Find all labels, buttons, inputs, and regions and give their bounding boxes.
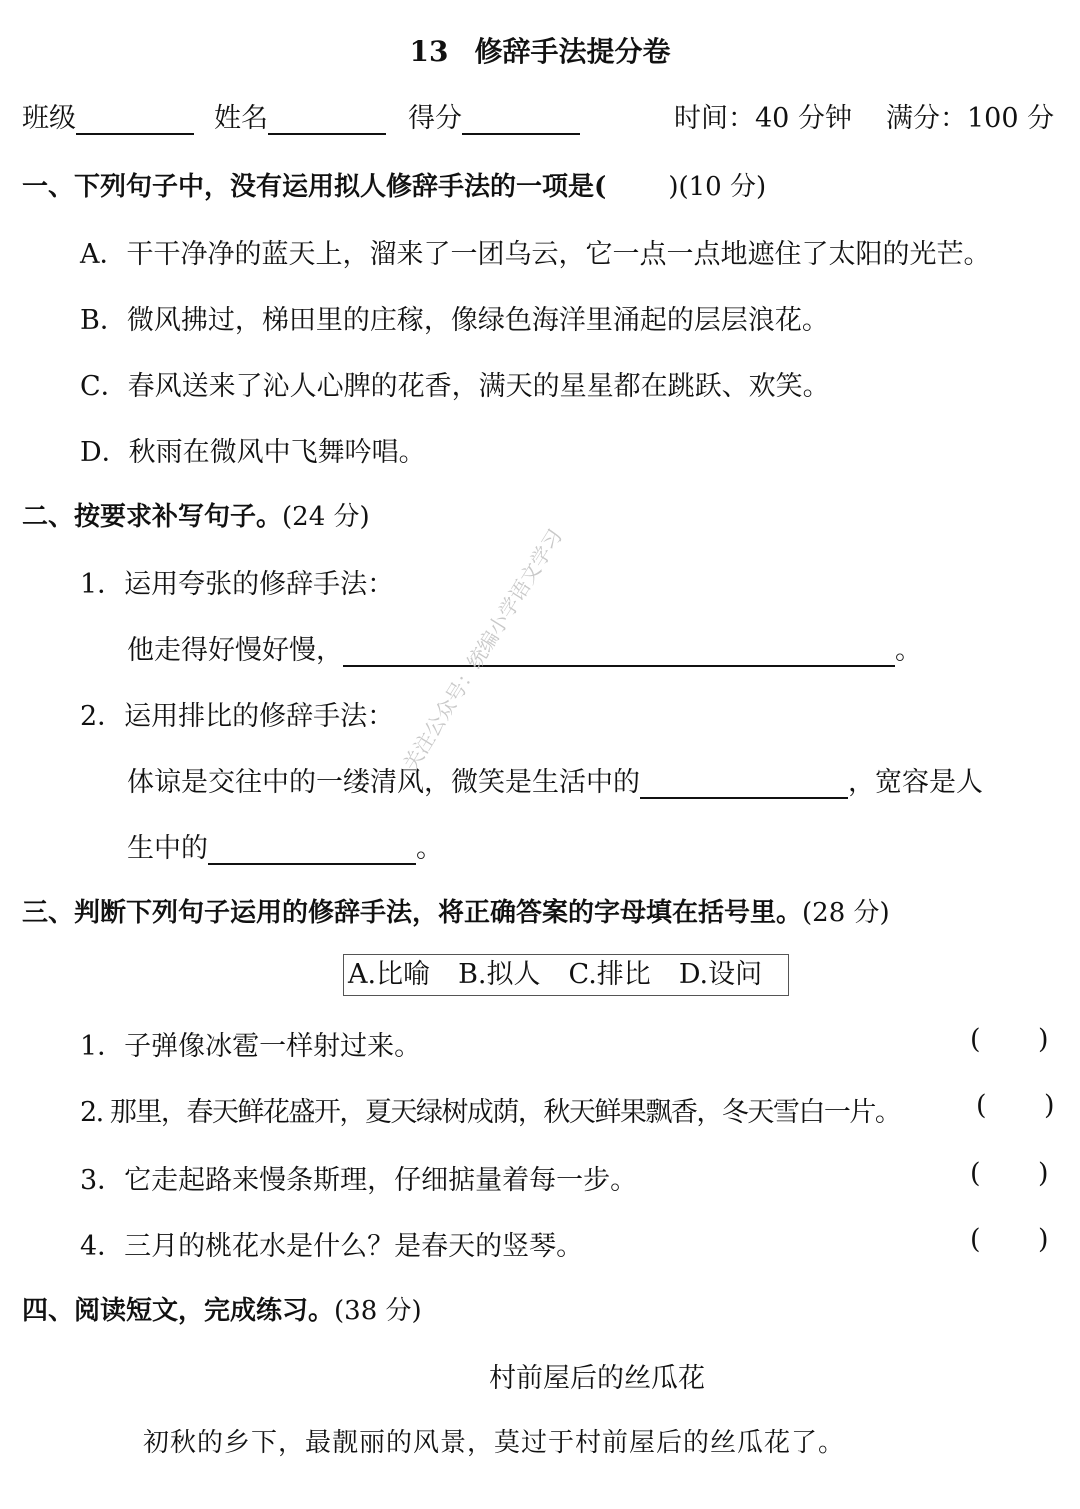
watermark: 关注公众号：统编小学语文学习 <box>398 524 568 775</box>
passage-title: 村前屋后的丝瓜花 <box>489 1363 705 1394</box>
section2-q2-text-a: 体谅是交往中的一缕清风，微笑是生活中的 <box>127 767 640 798</box>
paren-open: ( <box>970 1158 981 1189</box>
class-label: 班级 <box>22 103 76 134</box>
section3-item-2: 2. 那里，春天鲜花盛开，夏天绿树成荫，秋天鲜果飘香，冬天雪白一片。 <box>80 1097 901 1128</box>
section2-q1-end: 。 <box>895 635 922 666</box>
paren-open: ( <box>970 1024 981 1055</box>
section2-q1-blank[interactable] <box>343 635 895 667</box>
section3-answer-4[interactable] <box>970 1224 1049 1255</box>
section1-heading <box>22 166 766 203</box>
passage-first-line: 初秋的乡下，最靓丽的风景，莫过于村前屋后的丝瓜花了。 <box>143 1428 846 1458</box>
name-blank[interactable] <box>268 103 386 135</box>
section2-q2-line2 <box>127 826 443 865</box>
section2-q2-blank2[interactable] <box>208 833 416 865</box>
section2-heading <box>22 496 370 533</box>
section3-heading-text: 三、判断下列句子运用的修辞手法，将正确答案的字母填在括号里。 <box>22 898 803 928</box>
paren-close: ) <box>1038 1024 1049 1055</box>
section2-q2-text-b: ，宽容是人 <box>848 767 983 798</box>
score-field <box>408 96 580 135</box>
full-score: 满分：100 分 <box>886 103 1055 134</box>
section2-heading-text: 二、按要求补写句子。 <box>22 502 283 532</box>
name-label: 姓名 <box>214 103 268 134</box>
section2-points: (24 分) <box>282 502 370 532</box>
section2-q2-line1 <box>127 760 983 799</box>
score-blank[interactable] <box>462 103 580 135</box>
section2-q2-label: 2．运用排比的修辞手法： <box>80 701 395 732</box>
section1-points: )(10 分) <box>668 172 767 202</box>
section4-points: (38 分) <box>334 1296 422 1326</box>
paren-open: ( <box>970 1224 981 1255</box>
section3-points: (28 分) <box>802 898 890 928</box>
section2-q1-line <box>127 628 922 667</box>
section2-q1-text: 他走得好慢好慢， <box>127 635 343 666</box>
class-field <box>22 96 194 135</box>
section2-q2-blank1[interactable] <box>640 767 848 799</box>
class-blank[interactable] <box>76 103 194 135</box>
name-field <box>214 96 386 135</box>
section4-heading-text: 四、阅读短文，完成练习。 <box>22 1296 335 1326</box>
page-title <box>0 30 1080 70</box>
paren-close: ) <box>1044 1090 1055 1121</box>
section2-q2-text-c: 生中的 <box>127 833 208 864</box>
section3-item-1: 1．子弹像冰雹一样射过来。 <box>80 1031 422 1062</box>
section1-option-d: D．秋雨在微风中飞舞吟唱。 <box>80 437 426 468</box>
choice-d: D.设问 <box>678 959 763 990</box>
section1-heading-text: 一、下列句子中，没有运用拟人修辞手法的一项是( <box>22 172 607 202</box>
section2-q2-end: 。 <box>416 833 443 864</box>
paren-close: ) <box>1038 1224 1049 1255</box>
score-label: 得分 <box>408 103 462 134</box>
section3-answer-3[interactable] <box>970 1158 1049 1189</box>
exam-time: 时间：40 分钟 <box>674 103 852 134</box>
section3-item-4: 4．三月的桃花水是什么？是春天的竖琴。 <box>80 1231 584 1262</box>
section3-answer-1[interactable] <box>970 1024 1049 1055</box>
section1-option-c: C．春风送来了沁人心脾的花香，满天的星星都在跳跃、欢笑。 <box>80 371 830 402</box>
section3-answer-2[interactable] <box>976 1090 1055 1121</box>
paren-open: ( <box>976 1090 987 1121</box>
choice-a: A.比喻 <box>348 959 431 990</box>
section1-option-b: B．微风拂过，梯田里的庄稼，像绿色海洋里涌起的层层浪花。 <box>80 305 829 336</box>
section3-heading <box>22 892 890 929</box>
section3-item-3: 3．它走起路来慢条斯理，仔细掂量着每一步。 <box>80 1165 638 1196</box>
section1-option-a: A．干干净净的蓝天上，溜来了一团乌云，它一点一点地遮住了太阳的光芒。 <box>80 239 991 270</box>
section3-choice-box <box>343 954 789 996</box>
section2-q1-label: 1．运用夸张的修辞手法： <box>80 569 395 600</box>
paren-close: ) <box>1038 1158 1049 1189</box>
title-text: 修辞手法提分卷 <box>474 35 671 68</box>
title-number: 13 <box>409 35 449 68</box>
choice-b: B.拟人 <box>458 959 541 990</box>
section4-heading <box>22 1290 422 1327</box>
choice-c: C.排比 <box>568 959 651 990</box>
